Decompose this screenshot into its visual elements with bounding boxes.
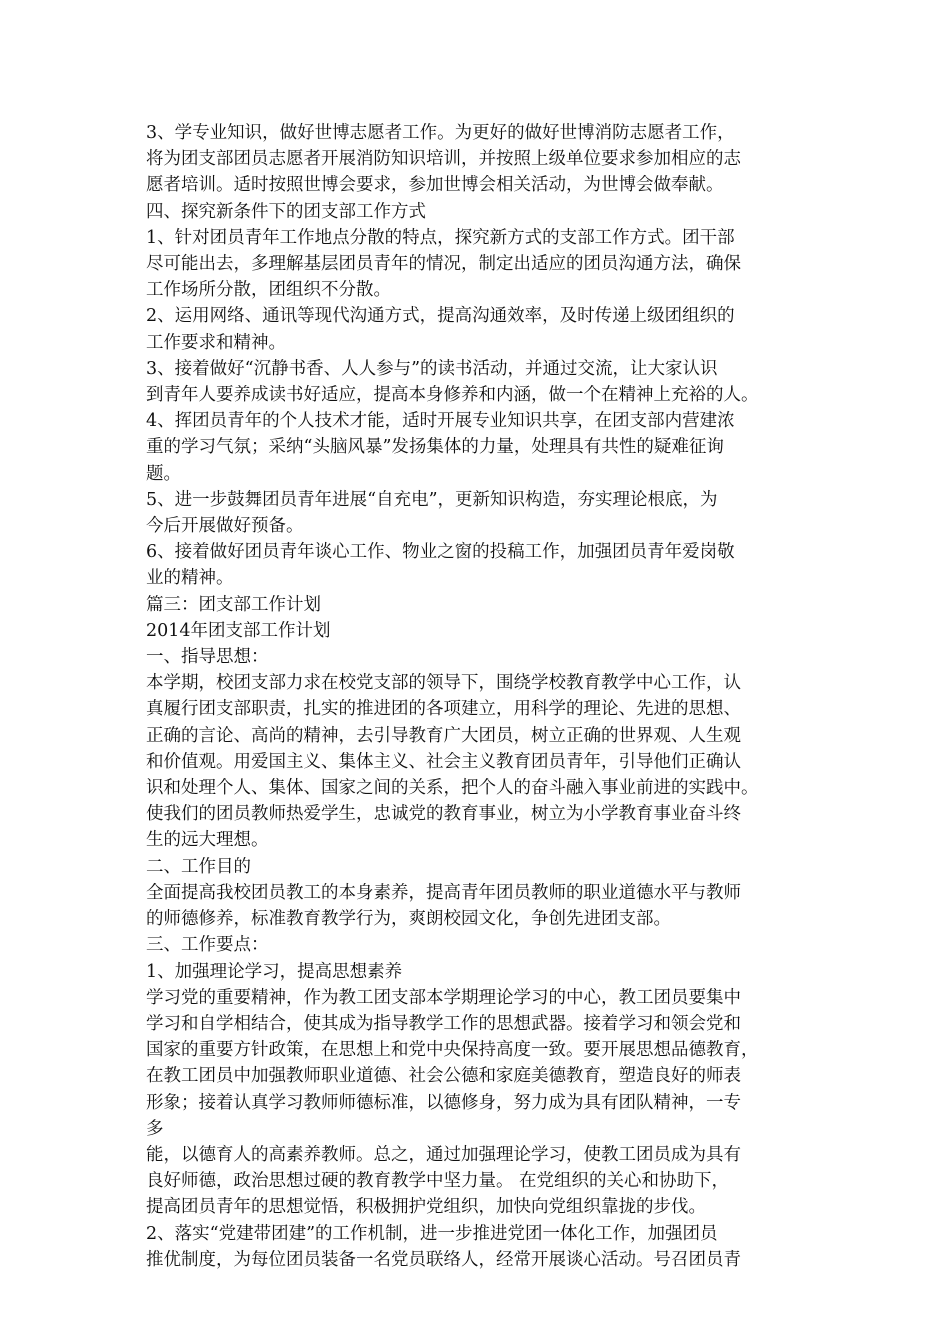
text-line: 全面提高我校团员教工的本身素养，提高青年团员教师的职业道德水平与教师 — [146, 882, 741, 903]
text-line: 2、运用网络、通讯等现代沟通方式，提高沟通效率，及时传递上级团组织的 — [146, 306, 735, 327]
text-line: 重的学习气氛；采纳“头脑风暴”发扬集体的力量，处理具有共性的疑难征询 — [146, 437, 724, 458]
text-line: 二、工作目的 — [146, 856, 251, 877]
text-line: 良好师德，政治思想过硬的教育教学中坚力量。 在党组织的关心和协助下， — [146, 1171, 730, 1192]
text-line: 5、进一步鼓舞团员青年进展“自充电”，更新知识构造，夯实理论根底，为 — [146, 489, 718, 510]
text-line: 6、接着做好团员青年谈心工作、物业之窗的投稿工作，加强团员青年爱岗敬 — [146, 542, 735, 563]
text-line: 业的精神。 — [146, 568, 234, 589]
text-line: 3、接着做好“沉静书香、人人参与”的读书活动，并通过交流，让大家认识 — [146, 358, 718, 379]
text-line: 形象；接着认真学习教师师德标准，以德修身，努力成为具有团队精神，一专 — [146, 1092, 741, 1113]
text-line: 2014年团支部工作计划 — [146, 620, 331, 641]
text-line: 多 — [146, 1118, 164, 1139]
document-body — [146, 120, 826, 1273]
text-line: 1、针对团员青年工作地点分散的特点，探究新方式的支部工作方式。团干部 — [146, 227, 735, 248]
text-line: 生的远大理想。 — [146, 830, 269, 851]
text-line: 学习和自学相结合，使其成为指导教学工作的思想武器。接着学习和领会党和 — [146, 1013, 741, 1034]
text-line: 能，以德育人的高素养教师。总之，通过加强理论学习，使教工团员成为具有 — [146, 1144, 741, 1165]
text-line: 国家的重要方针政策，在思想上和党中央保持高度一致。要开展思想品德教育， — [146, 1040, 759, 1061]
text-line: 本学期，校团支部力求在校党支部的领导下，围绕学校教育教学中心工作，认 — [146, 673, 741, 694]
text-line: 的师德修养，标准教育教学行为，爽朗校园文化，争创先进团支部。 — [146, 909, 671, 930]
text-line: 篇三：团支部工作计划 — [146, 594, 321, 615]
text-line: 工作要求和精神。 — [146, 332, 286, 353]
text-line: 今后开展做好预备。 — [146, 516, 304, 537]
text-line: 将为团支部团员志愿者开展消防知识培训，并按照上级单位要求参加相应的志 — [146, 149, 741, 170]
text-line: 到青年人要养成读书好适应，提高本身修养和内涵，做一个在精神上充裕的人。 — [146, 385, 759, 406]
text-line: 正确的言论、高尚的精神，去引导教育广大团员，树立正确的世界观、人生观 — [146, 725, 741, 746]
text-line: 和价值观。用爱国主义、集体主义、社会主义教育团员青年，引导他们正确认 — [146, 751, 741, 772]
text-line: 2、落实“党建带团建”的工作机制，进一步推进党团一体化工作，加强团员 — [146, 1223, 718, 1244]
text-line: 学习党的重要精神，作为教工团支部本学期理论学习的中心，教工团员要集中 — [146, 987, 741, 1008]
text-line: 工作场所分散，团组织不分散。 — [146, 280, 391, 301]
text-line: 4、挥团员青年的个人技术才能，适时开展专业知识共享，在团支部内营建浓 — [146, 411, 735, 432]
text-line: 一、指导思想： — [146, 647, 269, 668]
text-line: 识和处理个人、集体、国家之间的关系，把个人的奋斗融入事业前进的实践中。 — [146, 778, 759, 799]
text-line: 使我们的团员教师热爱学生，忠诚党的教育事业，树立为小学教育事业奋斗终 — [146, 804, 741, 825]
text-line: 四、探究新条件下的团支部工作方式 — [146, 201, 426, 222]
text-line: 3、学专业知识，做好世博志愿者工作。为更好的做好世博消防志愿者工作， — [146, 123, 735, 143]
text-line: 1、加强理论学习，提高思想素养 — [146, 961, 403, 982]
text-line: 三、工作要点： — [146, 935, 269, 956]
text-line: 愿者培训。适时按照世博会要求，参加世博会相关活动，为世博会做奉献。 — [146, 175, 724, 196]
text-line: 提高团员青年的思想觉悟，积极拥护党组织，加快向党组织靠拢的步伐。 — [146, 1197, 706, 1218]
text-line: 题。 — [146, 463, 181, 484]
text-line: 尽可能出去，多理解基层团员青年的情况，制定出适应的团员沟通方法，确保 — [146, 254, 741, 275]
text-line: 真履行团支部职责，扎实的推进团的各项建立，用科学的理论、先进的思想、 — [146, 699, 741, 720]
text-line: 在教工团员中加强教师职业道德、社会公德和家庭美德教育，塑造良好的师表 — [146, 1066, 741, 1087]
text-line: 推优制度，为每位团员装备一名党员联络人，经常开展谈心活动。号召团员青 — [146, 1249, 741, 1270]
